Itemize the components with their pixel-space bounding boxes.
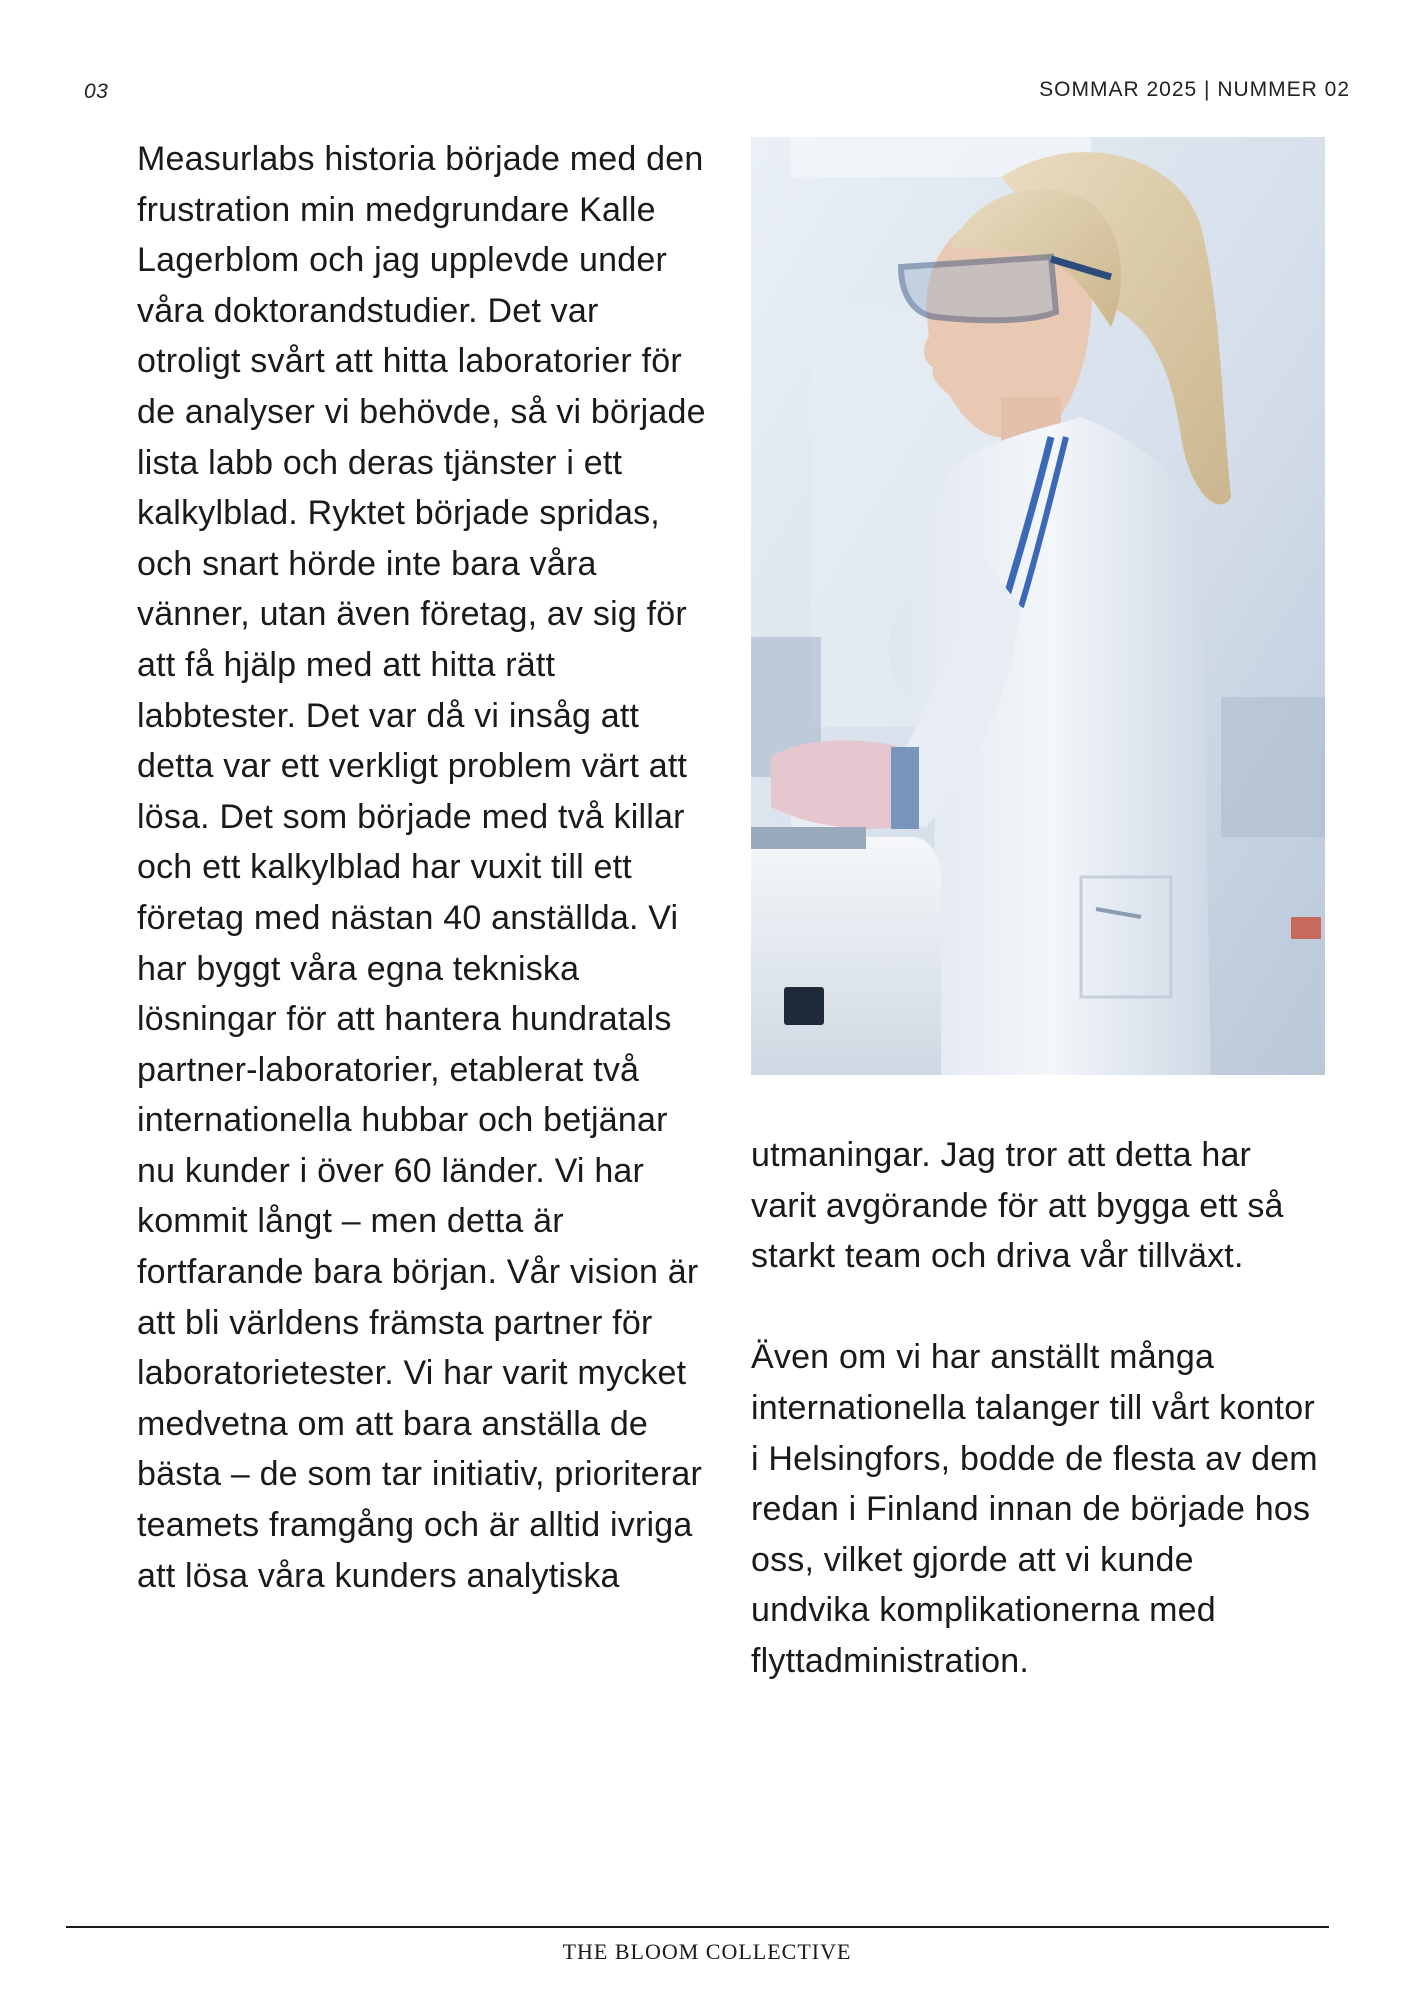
publication-name: THE BLOOM COLLECTIVE: [562, 1939, 852, 1964]
lab-scientist-illustration: [751, 137, 1325, 1075]
issue-label: SOMMAR 2025 | NUMMER 02: [1039, 78, 1350, 101]
lab-scientist-photo: [751, 137, 1325, 1075]
article-column-right: [751, 1130, 1321, 1737]
article-column-left: Measurlabs historia började med den frustration min medgrundare Kalle Lagerblom och jag upplevde under våra doktorandstudier. Det var otroligt svårt att hitta laboratorier för de analyser vi behövde, så vi började lista labb och deras tjänster i ett kalkylblad. Ryktet började spridas, och snart hörde inte bara våra vänner, utan även företag, av sig för att få hjälp med att hitta rätt labbtester. Det var då vi insåg att detta var ett verkligt problem värt att lösa. Det som började med två killar och ett kalkylblad har vuxit till ett företag med nästan 40 anställda. Vi har byggt våra egna tekniska lösningar för att hantera hundratals partner-laboratorier, etablerat två internationella hubbar och betjänar nu kunder i över 60 länder. Vi har kommit långt – men detta är fortfarande bara början. Vår vision är att bli världens främsta partner för laboratorietester. Vi har varit mycket medvetna om att bara anställa de bästa – de som tar initiativ, prioriterar teamets framgång och är alltid ivriga att lösa våra kunders analytiska: [137, 140, 706, 1595]
article-paragraph: utmaningar. Jag tror att detta har varit avgörande för att bygga ett så starkt team och driva vår tillväxt.: [751, 1136, 1284, 1276]
article-paragraph: Även om vi har anställt många internationella talanger till vårt kontor i Helsingfors, bodde de flesta av dem redan i Finland innan de började hos oss, vilket gjorde att vi kunde undvika komplikationerna med flyttadministration.: [751, 1338, 1318, 1680]
page-number: 03: [84, 80, 109, 103]
footer-divider: [66, 1926, 1329, 1928]
